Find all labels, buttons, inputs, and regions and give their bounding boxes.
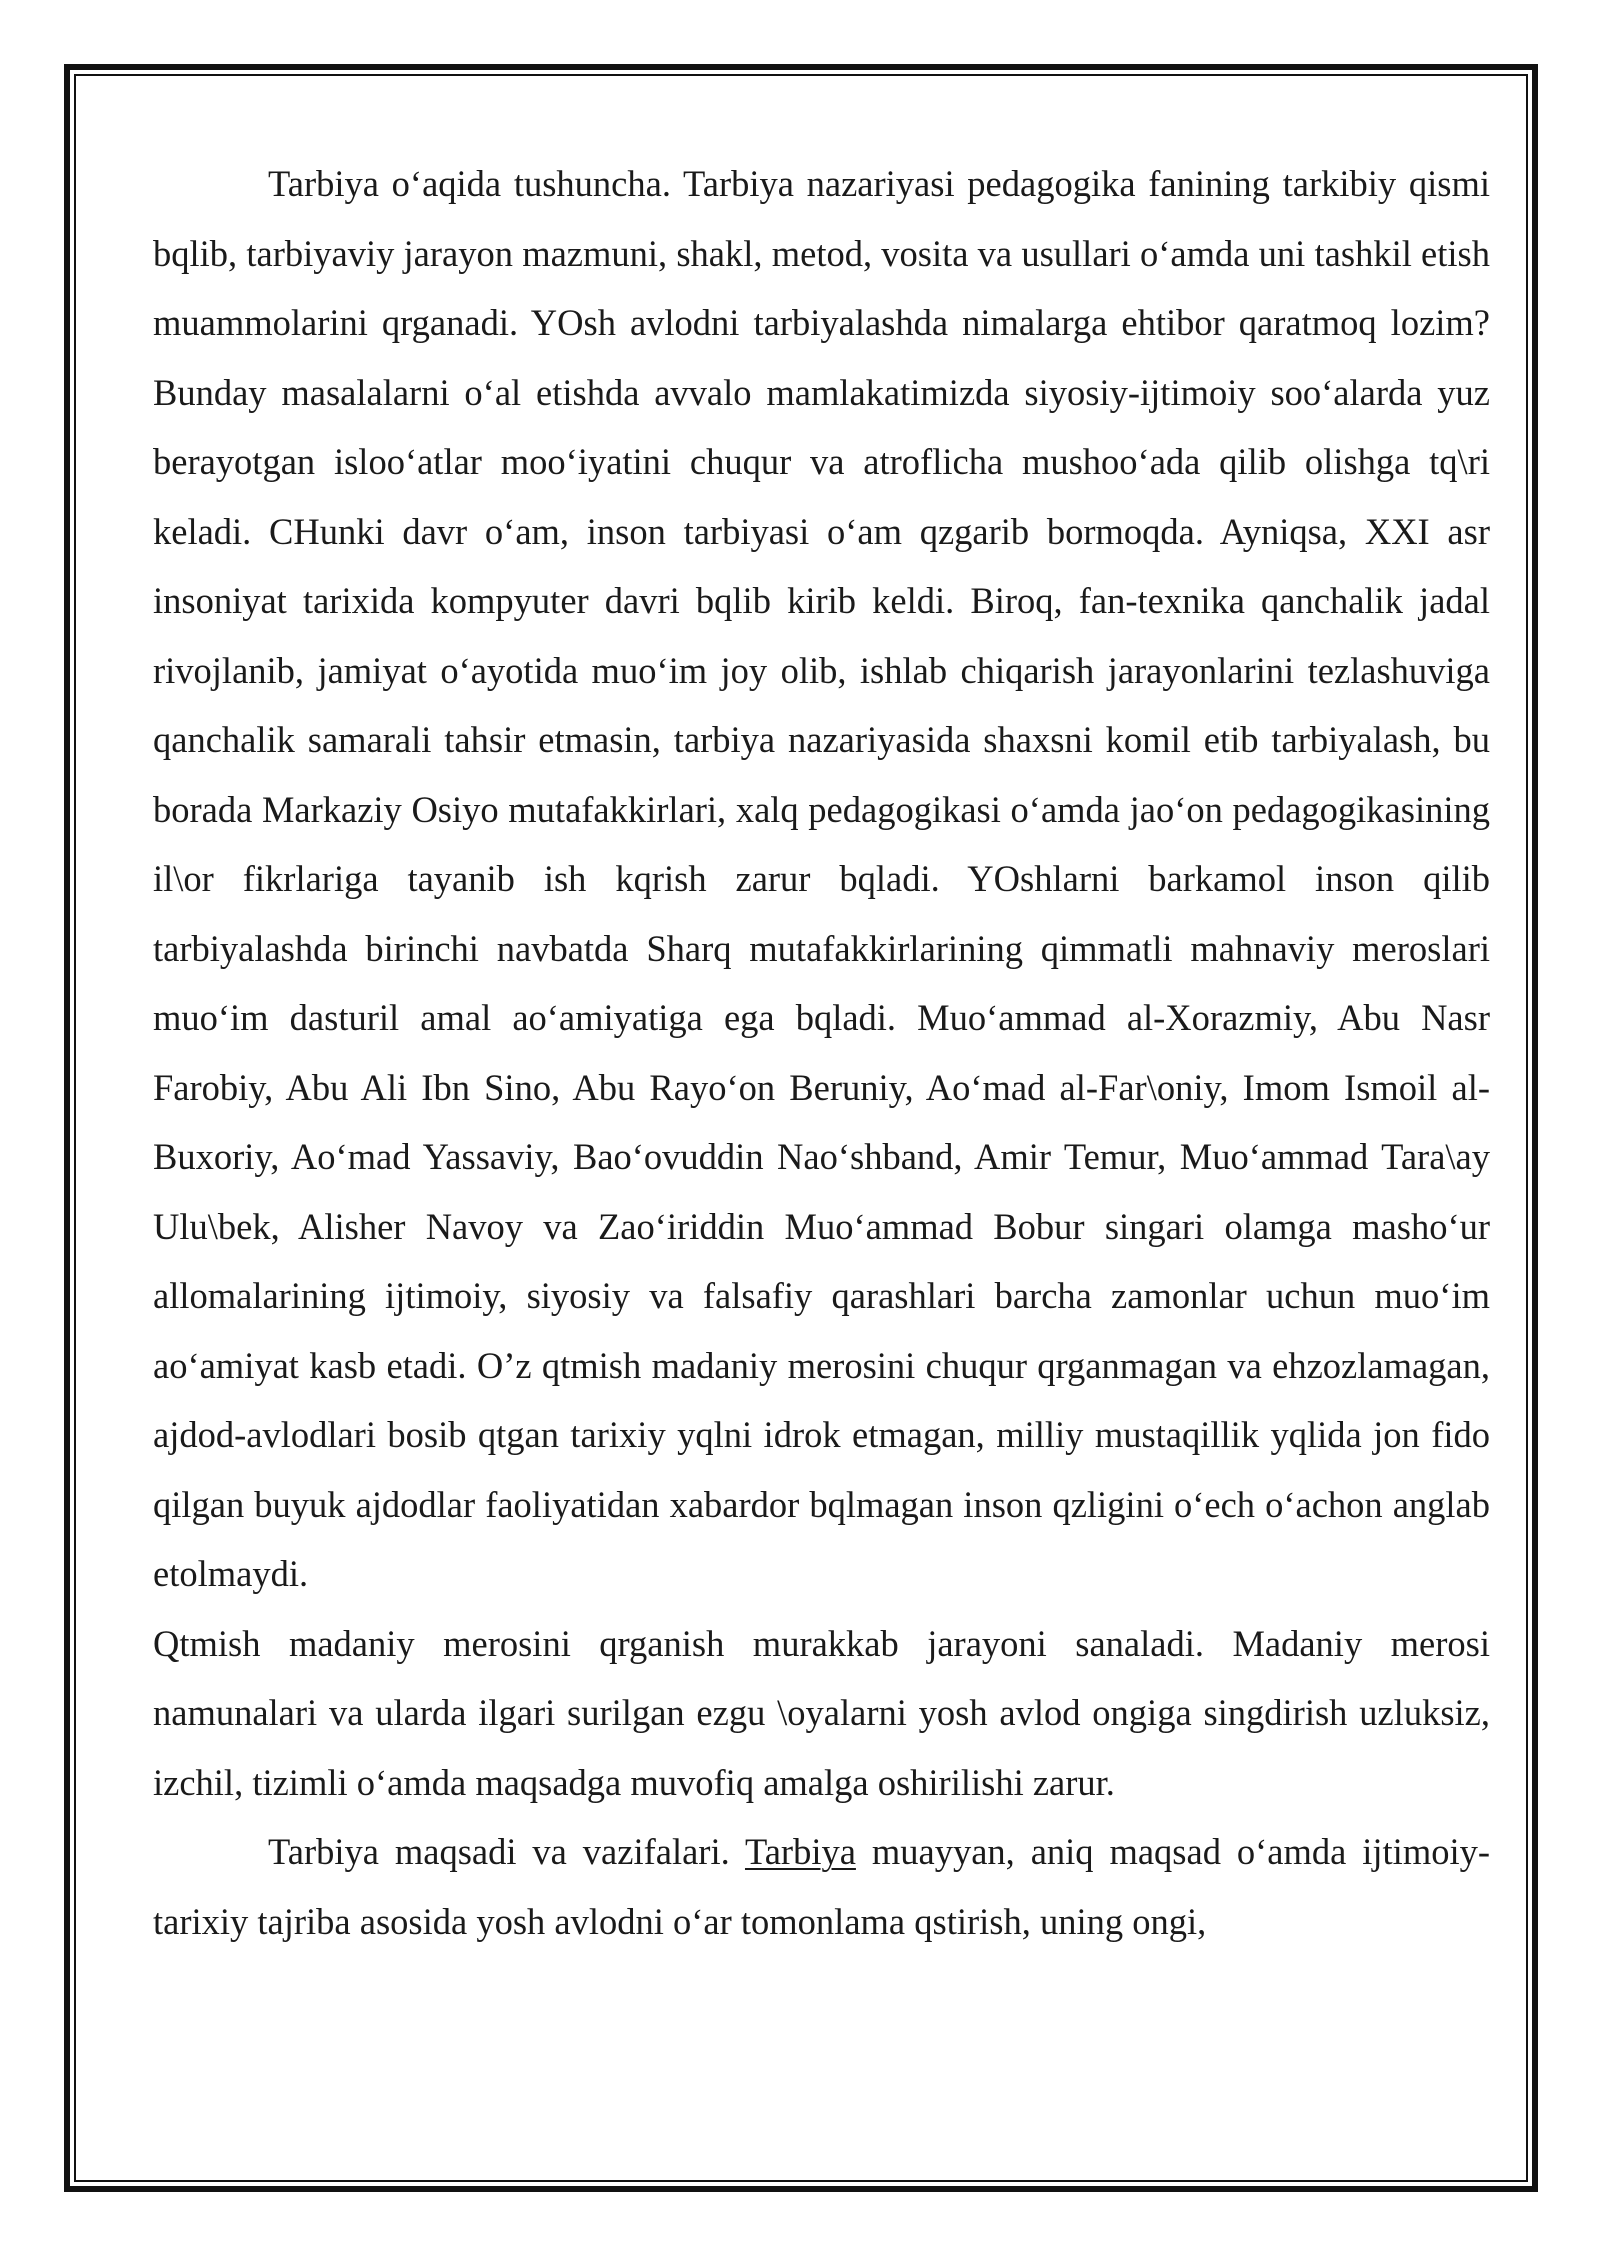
paragraph-cultural-heritage: Qtmish madaniy merosini qrganish murakkab jarayoni sanaladi. Madaniy merosi namunalari va ularda ilgari surilgan ezgu \oyalarni yosh avlod ongiga singdirish uzluksiz, izchil, tizimli o‘amda maqsadga muvofiq amalga oshirilishi zarur. <box>153 1622 1490 1803</box>
tarbiya-underlined-term[interactable]: Tarbiya <box>744 1831 856 1872</box>
paragraph-goals-text: muayyan, aniq maqsad o‘amda ijtimoiy-tarixiy tajriba asosida yosh avlodni o‘ar tomonlama qstirish, uning ongi, <box>153 1831 1491 1942</box>
paragraph-tarbiya-goals <box>153 1817 1490 1956</box>
paragraph-tarbiya-concept: Tarbiya o‘aqida tushuncha. Tarbiya nazariyasi pedagogika fanining tarkibiy qismi bqlib, tarbiyaviy jarayon mazmuni, shakl, metod, vosita va usullari o‘amda uni tashkil etish muammolarini qrganadi. YOsh avlodni tarbiyalashda nimalarga ehtibor qaratmoq lozim? Bunday masalalarni o‘al etishda avvalo mamlakatimizda siyosiy-ijtimoiy soo‘alarda yuz berayotgan isloo‘atlar moo‘iyatini chuqur va atroflicha mushoo‘ada qilib olishga tq\ri keladi. CHunki davr o‘am, inson tarbiyasi o‘am qzgarib bormoqda. Ayniqsa, XXI asr insoniyat tarixida kompyuter davri bqlib kirib keldi. Biroq, fan-texnika qanchalik jadal rivojlanib, jamiyat o‘ayotida muo‘im joy olib, ishlab chiqarish jarayonlarini tezlashuviga qanchalik samarali tahsir etmasin, tarbiya nazariyasida shaxsni komil etib tarbiyalash, bu borada Markaziy Osiyo mutafakkirlari, xalq pedagogikasi o‘amda jao‘on pedagogikasining il\or fikrlariga tayanib ish kqrish zarur bqladi. YOshlarni barkamol inson qilib tarbiyalashda birinchi navbatda Sharq mutafakkirlarining qimmatli mahnaviy meroslari muo‘im dasturil amal ao‘amiyatiga ega bqladi. Muo‘ammad al-Xorazmiy, Abu Nasr Farobiy, Abu Ali Ibn Sino, Abu Rayo‘on Beruniy, Ao‘mad al-Far\oniy, Imom Ismoil al-Buxoriy, Ao‘mad Yassaviy, Bao‘ovuddin Nao‘shband, Amir Temur, Muo‘ammad Tara\ay Ulu\bek, Alisher Navoy va Zao‘iriddin Muo‘ammad Bobur singari olamga masho‘ur allomalarining ijtimoiy, siyosiy va falsafiy qarashlari barcha zamonlar uchun muo‘im ao‘amiyat kasb etadi. O’z qtmish madaniy merosini chuqur qrganmagan va ehzozlamagan, ajdod-avlodlari bosib qtgan tarixiy yqlni idrok etmagan, milliy mustaqillik yqlida jon fido qilgan buyuk ajdodlar faoliyatidan xabardor bqlmagan inson qzligini o‘ech o‘achon anglab etolmaydi. <box>153 163 1490 1594</box>
document-body <box>153 149 1490 1956</box>
paragraph-goals-heading: Tarbiya maqsadi va vazifalari. <box>268 1831 745 1872</box>
